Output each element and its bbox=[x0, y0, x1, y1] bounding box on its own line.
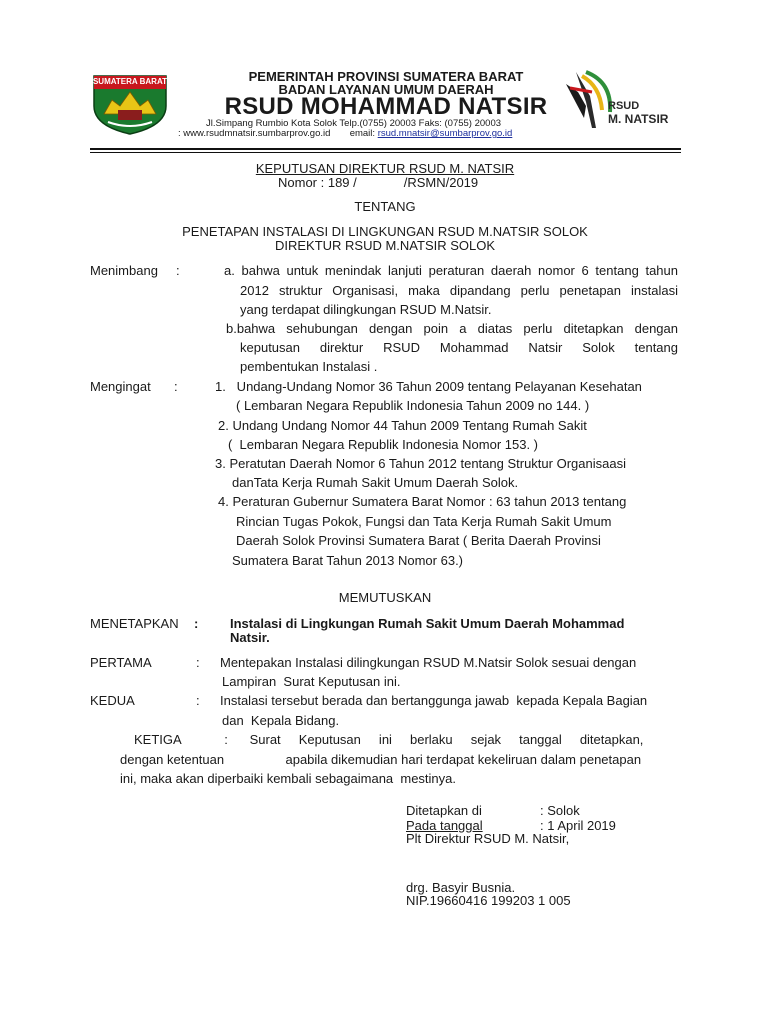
signature-nip: NIP.19660416 199203 1 005 bbox=[406, 893, 571, 908]
mengingat-colon: : bbox=[174, 379, 178, 394]
header-website: : www.rsudmnatsir.sumbarprov.go.id bbox=[178, 128, 331, 139]
signature-name: drg. Basyir Busnia. bbox=[406, 880, 516, 895]
mengingat-item4-line1: 4. Peraturan Gubernur Sumatera Barat Nomor : 63 tahun 2013 tentang bbox=[218, 494, 627, 509]
mengingat-item4-line4: Sumatera Barat Tahun 2013 Nomor 63.) bbox=[232, 553, 464, 568]
kedua-label: KEDUA bbox=[90, 693, 135, 708]
kedua-colon: : bbox=[196, 693, 200, 708]
left-logo bbox=[90, 70, 170, 136]
header-divider-thick bbox=[90, 148, 681, 150]
menetapkan-line2: Natsir. bbox=[230, 630, 270, 645]
menimbang-colon: : bbox=[176, 263, 180, 278]
right-logo bbox=[556, 66, 680, 142]
decree-about: TENTANG bbox=[354, 199, 416, 214]
header-government: PEMERINTAH PROVINSI SUMATERA BARAT bbox=[248, 69, 524, 84]
menetapkan-colon: : bbox=[194, 616, 199, 631]
pertama-colon: : bbox=[196, 655, 200, 670]
decree-number: Nomor : 189 / /RSMN/2019 bbox=[278, 175, 479, 190]
mengingat-item3-line1: 3. Peratutan Daerah Nomor 6 Tahun 2012 tentang Struktur Organisaasi bbox=[215, 456, 626, 471]
menimbang-b-line1: b.bahwa sehubungan dengan poin a diatas perlu ditetapkan dengan bbox=[226, 321, 678, 336]
signature-date-value: : 1 April 2019 bbox=[540, 818, 616, 833]
menimbang-a-line2: 2012 struktur Organisasi, maka dipandang perlu penetapan instalasi bbox=[240, 283, 678, 298]
signature-place-value: : Solok bbox=[540, 803, 580, 818]
decree-title: KEPUTUSAN DIREKTUR RSUD M. NATSIR bbox=[255, 161, 515, 176]
pertama-label: PERTAMA bbox=[90, 655, 152, 670]
decree-subject-line2: DIREKTUR RSUD M.NATSIR SOLOK bbox=[274, 238, 496, 253]
menimbang-a-line1: a. bahwa untuk menindak lanjuti peraturan daerah nomor 6 tentang tahun bbox=[224, 263, 678, 278]
kedua-line1: Instalasi tersebut berada dan bertanggunga jawab kepada Kepala Bagian bbox=[220, 693, 648, 708]
header-hospital-name: RSUD MOHAMMAD NATSIR bbox=[224, 93, 548, 120]
menimbang-label: Menimbang bbox=[90, 263, 158, 278]
mengingat-item2-line1: 2. Undang Undang Nomor 44 Tahun 2009 Tentang Rumah Sakit bbox=[218, 418, 587, 433]
header-contact bbox=[178, 128, 512, 139]
ketiga-line3: ini, maka akan diperbaiki kembali sebagaimana mestinya. bbox=[120, 771, 457, 786]
menetapkan-label: MENETAPKAN bbox=[90, 616, 179, 631]
decree-subject-line1: PENETAPAN INSTALASI DI LINGKUNGAN RSUD M.NATSIR SOLOK bbox=[182, 224, 588, 239]
memutuskan-heading: MEMUTUSKAN bbox=[338, 590, 432, 605]
header-email-label: email: bbox=[349, 128, 376, 139]
pertama-line1: Mentepakan Instalasi dilingkungan RSUD M.Natsir Solok sesuai dengan bbox=[220, 655, 637, 670]
kedua-line2: dan Kepala Bidang. bbox=[222, 713, 340, 728]
mengingat-item4-line3: Daerah Solok Provinsi Sumatera Barat ( Berita Daerah Provinsi bbox=[236, 533, 601, 548]
ketiga-line1: KETIGA : Surat Keputusan ini berlaku sejak tanggal ditetapkan, bbox=[134, 732, 644, 747]
mengingat-label: Mengingat bbox=[90, 379, 151, 394]
signature-date-label: Pada tanggal bbox=[406, 818, 483, 833]
menimbang-b-line2: keputusan direktur RSUD Mohammad Natsir Solok tentang bbox=[240, 340, 678, 355]
header-address: Jl.Simpang Rumbio Kota Solok Telp.(0755) 20003 Faks: (0755) 20003 bbox=[206, 118, 502, 129]
ketiga-line2: dengan ketentuan apabila dikemudian hari terdapat kekeliruan dalam penetapan bbox=[120, 752, 642, 767]
right-logo-line1: RSUD bbox=[608, 100, 640, 112]
mengingat-item2-line2: ( Lembaran Negara Republik Indonesia Nomor 153. ) bbox=[228, 437, 539, 452]
mengingat-item4-line2: Rincian Tugas Pokok, Fungsi dan Tata Kerja Rumah Sakit Umum bbox=[236, 514, 612, 529]
pertama-line2: Lampiran Surat Keputusan ini. bbox=[222, 674, 401, 689]
menetapkan-line1: Instalasi di Lingkungan Rumah Sakit Umum Daerah Mohammad bbox=[230, 616, 625, 631]
mengingat-item1-line1: 1. Undang-Undang Nomor 36 Tahun 2009 tentang Pelayanan Kesehatan bbox=[215, 379, 642, 394]
right-logo-line2: M. NATSIR bbox=[608, 112, 669, 126]
left-logo-label: SUMATERA BARAT bbox=[92, 77, 168, 86]
mengingat-item1-line2: ( Lembaran Negara Republik Indonesia Tahun 2009 no 144. ) bbox=[236, 398, 590, 413]
signature-position: Plt Direktur RSUD M. Natsir, bbox=[406, 831, 570, 846]
mengingat-item3-line2: danTata Kerja Rumah Sakit Umum Daerah Solok. bbox=[232, 475, 519, 490]
menimbang-a-line3: yang terdapat dilingkungan RSUD M.Natsir. bbox=[240, 302, 492, 317]
signature-place-label: Ditetapkan di bbox=[406, 803, 482, 818]
header-email-link[interactable]: rsud.mnatsir@sumbarprov.go.id bbox=[377, 128, 513, 139]
header-agency: BADAN LAYANAN UMUM DAERAH bbox=[278, 82, 494, 97]
menimbang-b-line3: pembentukan Instalasi . bbox=[240, 359, 378, 374]
header-divider-thin bbox=[90, 152, 681, 153]
